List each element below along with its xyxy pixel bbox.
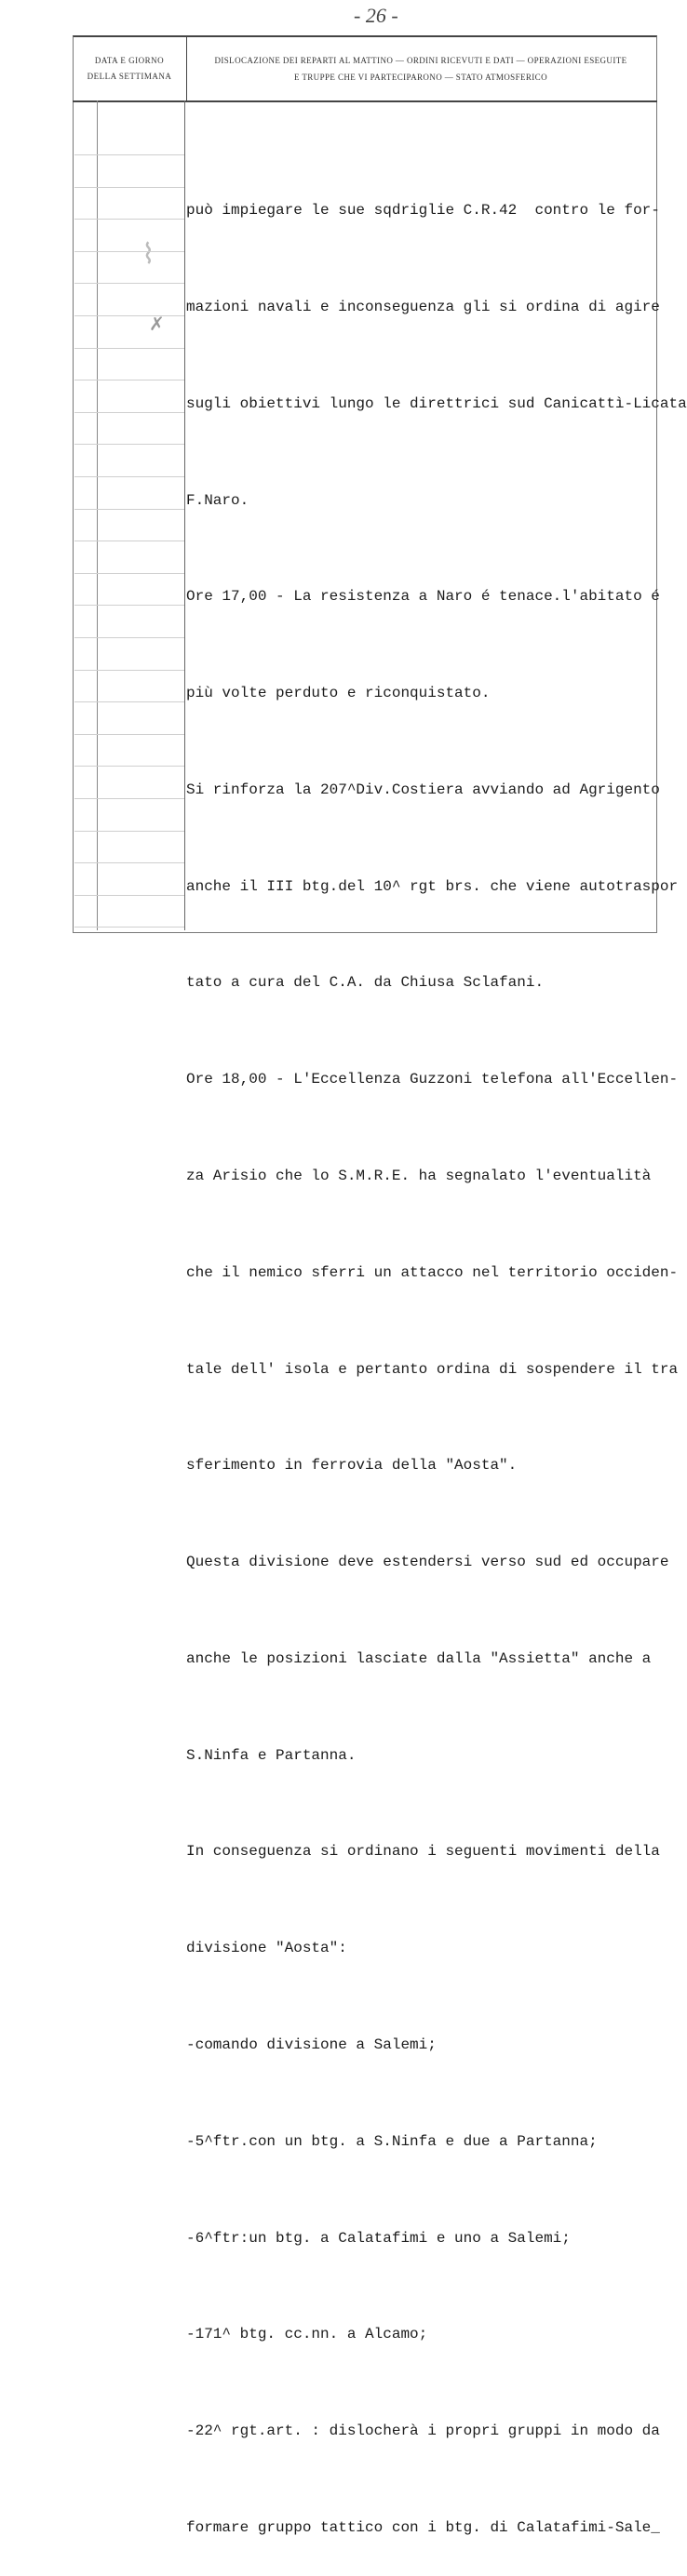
text-line: più volte perduto e riconquistato.: [186, 685, 491, 702]
text-line: divisione "Aosta":: [186, 1940, 347, 1957]
margin-rule: [74, 862, 184, 863]
margin-rule: [74, 637, 184, 638]
margin-rule: [74, 509, 184, 510]
text-line: Ore 18,00 - L'Eccellenza Guzzoni telefona all'Eccellen-: [186, 1071, 679, 1088]
date-column-header: [73, 37, 187, 100]
text-line: formare gruppo tattico con i btg. di Calatafimi-Sale_: [186, 2518, 660, 2536]
content-header-line1: DISLOCAZIONE DEI REPARTI AL MATTINO — ORDINI RICEVUTI E DATI — OPERAZIONI ESEGUITE: [214, 56, 627, 65]
margin-line-outer: [97, 100, 98, 930]
text-line: Questa divisione deve estendersi verso sud ed occupare: [186, 1554, 669, 1571]
text-line: -22^ rgt.art. : dislocherà i propri gruppi in modo da: [186, 2423, 660, 2440]
margin-line-inner: [184, 100, 185, 930]
document-body: [186, 130, 687, 2576]
margin-rule: [74, 154, 184, 155]
margin-rule: [74, 670, 184, 671]
margin-rule: [74, 315, 184, 316]
margin-rule: [74, 734, 184, 735]
text-line: tato a cura del C.A. da Chiusa Sclafani.: [186, 974, 545, 992]
text-line: -comando divisione a Salemi;: [186, 2036, 437, 2054]
date-header-line2: DELLA SETTIMANA: [87, 72, 172, 81]
text-line: sferimento in ferrovia della "Aosta".: [186, 1457, 518, 1475]
text-line: In conseguenza si ordinano i seguenti movimenti della: [186, 1843, 660, 1861]
text-line: Si rinforza la 207^Div.Costiera avviando ad Agrigento: [186, 781, 660, 798]
text-line: -6^ftr:un btg. a Calatafimi e uno a Salemi;: [186, 2229, 571, 2247]
margin-rule: [74, 895, 184, 896]
margin-rule: [74, 412, 184, 413]
pencil-mark: ⌇: [141, 239, 155, 270]
register-header: [73, 37, 657, 102]
margin-rule: [74, 831, 184, 832]
text-line: -171^ btg. cc.nn. a Alcamo;: [186, 2326, 428, 2343]
content-column-header: [188, 37, 653, 100]
text-line: S.Ninfa e Partanna.: [186, 1746, 357, 1764]
margin-rule: [74, 219, 184, 220]
margin-rule: [74, 444, 184, 445]
text-line: che il nemico sferri un attacco nel territorio occiden-: [186, 1263, 679, 1281]
margin-rule: [74, 701, 184, 702]
content-header-line2: E TRUPPE CHE VI PARTECIPARONO — STATO ATMOSFERICO: [294, 73, 547, 82]
margin-rule: [74, 766, 184, 767]
margin-rule: [74, 573, 184, 574]
text-line: anche il III btg.del 10^ rgt brs. che viene autotraspor: [186, 877, 679, 895]
text-line: tale dell' isola e pertanto ordina di sospendere il tra: [186, 1360, 679, 1378]
text-line: può impiegare le sue sqdriglie C.R.42 contro le for-: [186, 202, 660, 220]
margin-rule: [74, 476, 184, 477]
text-line: F.Naro.: [186, 491, 249, 509]
margin-rule: [74, 251, 184, 252]
margin-rule: [74, 187, 184, 188]
date-header-line1: DATA E GIORNO: [94, 56, 165, 65]
page-number: - 26 -: [354, 4, 398, 27]
text-line: mazioni navali e inconseguenza gli si ordina di agire: [186, 298, 660, 315]
text-line: za Arisio che lo S.M.R.E. ha segnalato l'eventualità: [186, 1168, 652, 1184]
text-line: anche le posizioni lasciate dalla "Assietta" anche a: [186, 1649, 652, 1667]
margin-rule: [74, 798, 184, 799]
margin-rule: [74, 283, 184, 284]
margin-rule: [74, 927, 184, 928]
text-line: Ore 17,00 - La resistenza a Naro é tenace.l'abitato é: [186, 588, 660, 606]
text-line: sugli obiettivi lungo le direttrici sud Canicattì-Licata: [186, 394, 687, 412]
text-line: -5^ftr.con un btg. a S.Ninfa e due a Partanna;: [186, 2132, 598, 2150]
margin-rule: [74, 348, 184, 349]
margin-rule: [74, 605, 184, 606]
check-mark: ✗: [149, 314, 165, 335]
